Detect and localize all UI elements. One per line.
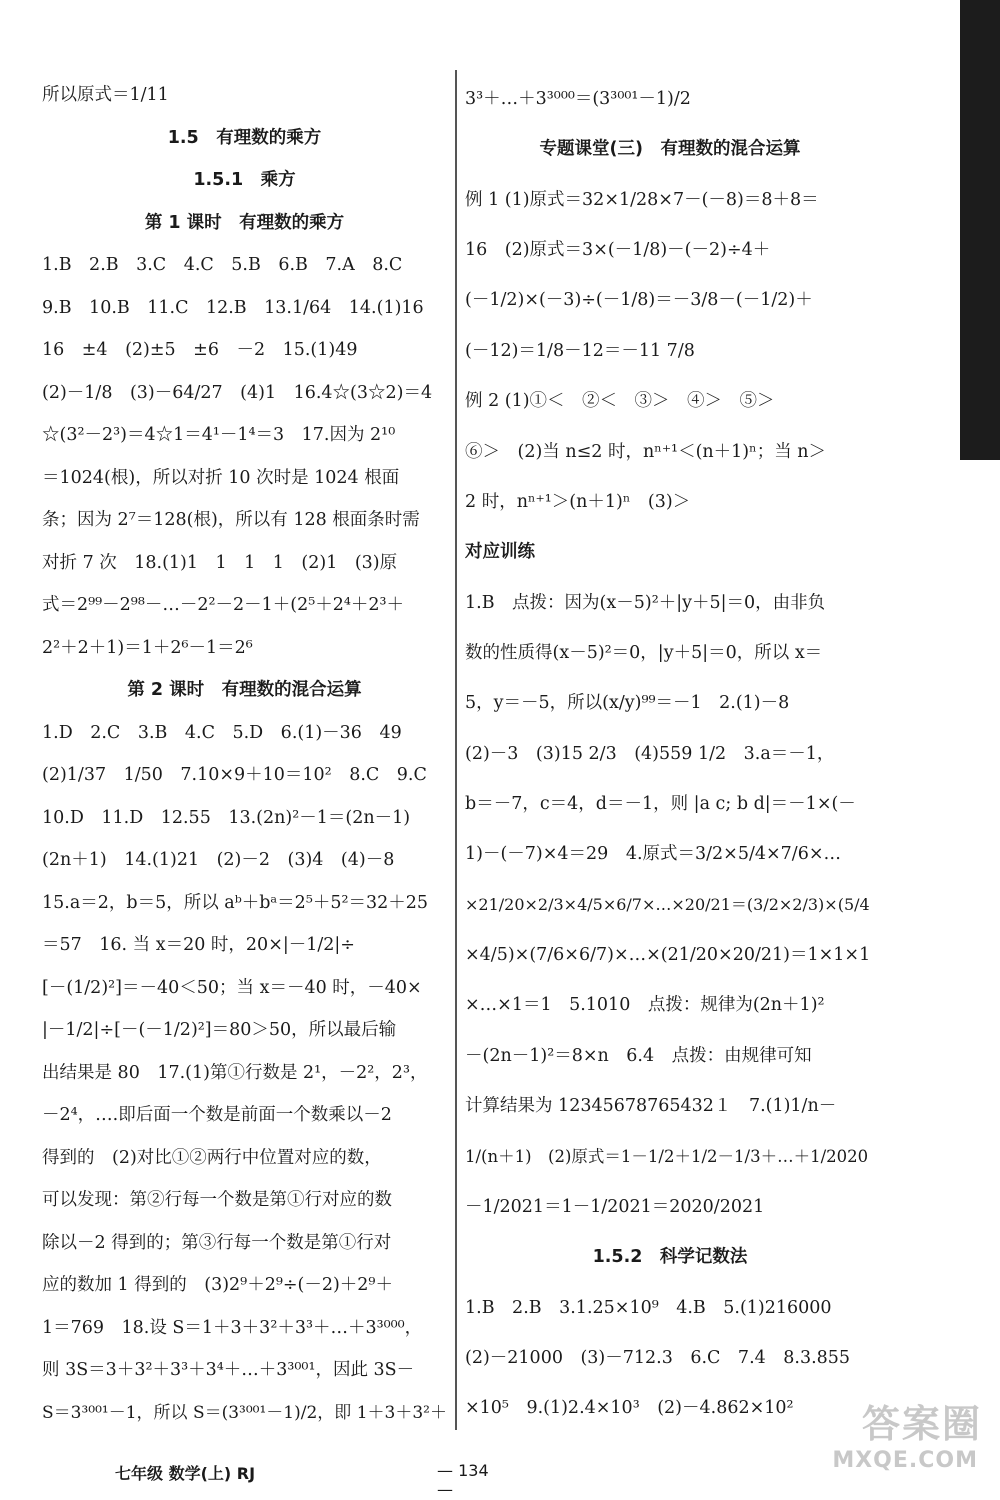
answer-line: (2)－21000 (3)－712.3 6.C 7.4 8.3.855 [465,1347,851,1368]
site-watermark [832,1393,982,1488]
answer-line: 得到的 (2)对比①②两行中位置对应的数， [42,1147,382,1168]
answer-line: －(2n－1)²＝8×n 6.4 点拨：由规律可知 [465,1045,812,1066]
answer-line: 3³＋…＋3³⁰⁰⁰＝(3³⁰⁰¹－1)/2 [465,89,691,109]
answer-line: ×…×1＝1 5.1010 点拨：规律为(2n＋1)² [465,995,825,1016]
answer-line: －2⁴，….即后面一个数是前面一个数乘以－2 [42,1105,392,1125]
answer-line: (2)－3 (3)15 2/3 (4)559 1/2 3.a＝－1， [465,743,835,764]
answer-line: |－1/2|÷[－(－1/2)²]＝80＞50，所以最后输 [42,1020,397,1040]
answer-line: 例 2 (1)①＜ ②＜ ③＞ ④＞ ⑤＞ [465,391,775,412]
section-heading: 第 2 课时 有理数的混合运算 [127,680,362,700]
answer-line: 条；因为 2⁷＝128(根)，所以有 128 根面条时需 [42,510,420,530]
answer-line: S＝3³⁰⁰¹－1，所以 S＝(3³⁰⁰¹－1)/2，即 1＋3＋3²＋ [42,1402,447,1423]
answer-line: ×4/5)×(7/6×6/7)×…×(21/20×20/21)＝1×1×1 [465,945,871,966]
answer-line: 9.B 10.B 11.C 12.B 13.1/64 14.(1)16 [42,297,424,318]
answer-line: ×10⁵ 9.(1)2.4×10³ (2)－4.862×10² [465,1398,794,1419]
answer-line: 例 1 (1)原式＝32×1/28×7－(－8)＝8＋8＝ [465,189,819,210]
subsection-label: 对应训练 [465,542,535,563]
left-column [42,74,447,1434]
footer-page-number: — 134 — [437,1461,489,1499]
answer-line: 1.D 2.C 3.B 4.C 5.D 6.(1)－36 49 [42,722,402,743]
answer-line: 数的性质得(x－5)²＝0，|y＋5|＝0，所以 x＝ [465,642,823,663]
answer-line: (－12)＝1/8－12＝－11 7/8 [465,340,695,361]
answer-line: ＝57 16. 当 x＝20 时，20×|－1/2|÷ [42,935,355,955]
section-heading: 1.5.2 科学记数法 [592,1247,748,1268]
page-footer [115,1455,495,1499]
answer-line: 2²＋2＋1)＝1＋2⁶－1＝2⁶ [42,637,253,658]
section-heading: 第 1 课时 有理数的乘方 [144,212,345,233]
answer-line: 对折 7 次 18.(1)1 1 1 1 (2)1 (3)原 [42,552,398,573]
answer-line: (2)1/37 1/50 7.10×9＋10＝10² 8.C 9.C [42,765,427,785]
answer-line: 可以发现：第②行每一个数是第①行对应的数 [42,1190,392,1210]
answer-line: 1)－(－7)×4＝29 4.原式＝3/2×5/4×7/6×… [465,844,841,865]
answer-line: 5，y＝－5，所以(x/y)⁹⁹＝－1 2.(1)－8 [465,693,790,714]
answer-line: ＝1024(根)，所以对折 10 次时是 1024 根面 [42,467,400,488]
answer-line: 则 3S＝3＋3²＋3³＋3⁴＋…＋3³⁰⁰¹，因此 3S－ [42,1360,415,1380]
answer-line: 出结果是 80 17.(1)第①行数是 2¹，－2²，2³， [42,1062,428,1083]
footer-grade-label: 七年级 数学(上) RJ [115,1464,256,1483]
answer-line: －1/2021＝1－1/2021＝2020/2021 [465,1196,765,1217]
answer-line: 式＝2⁹⁹－2⁹⁸－…－2²－2－1＋(2⁵＋2⁴＋2³＋ [42,595,405,615]
answer-line: ×21/20×2/3×4/5×6/7×…×20/21＝(3/2×2/3)×(5/4 [465,894,870,914]
answer-line: 16 (2)原式＝3×(－1/8)－(－2)÷4＋ [465,240,771,261]
right-column [465,74,875,1434]
answer-line: 10.D 11.D 12.55 13.(2n)²－1＝(2n－1) [42,807,411,828]
answer-line: 所以原式＝1/11 [42,85,169,105]
answer-line: 1.B 2.B 3.1.25×10⁹ 4.B 5.(1)216000 [465,1297,832,1318]
answer-line: 除以－2 得到的；第③行每一个数是第①行对 [42,1232,392,1253]
answer-line: [－(1/2)²]＝－40＜50；当 x＝－40 时，－40× [42,977,422,998]
answer-line: b＝－7，c＝4，d＝－1，则 |a c; b d|＝－1×(－ [465,794,856,815]
answer-line: 16 ±4 (2)±5 ±6 －2 15.(1)49 [42,340,358,360]
answer-line: 1/(n＋1) (2)原式＝1－1/2＋1/2－1/3＋…＋1/2020 [465,1146,869,1166]
section-heading: 专题课堂(三) 有理数的混合运算 [539,139,801,160]
answer-line: 1.B 点拨：因为(x－5)²＋|y＋5|＝0，由非负 [465,592,826,613]
section-heading: 1.5 有理数的乘方 [167,127,322,148]
answer-line: 1.B 2.B 3.C 4.C 5.B 6.B 7.A 8.C [42,255,403,275]
watermark-line1: 答案圈 [861,1402,982,1446]
answer-line: 计算结果为 12345678765432１ 7.(1)1/n－ [465,1096,837,1117]
page-edge-tab [960,0,1000,460]
answer-line: 1＝769 18.设 S＝1＋3＋3²＋3³＋…＋3³⁰⁰⁰， [42,1317,423,1338]
column-divider [455,70,457,1430]
section-heading: 1.5.1 乘方 [193,170,296,190]
answer-line: 应的数加 1 得到的 (3)2⁹＋2⁹÷(－2)＋2⁹＋ [42,1275,393,1295]
answer-line: 15.a＝2，b＝5，所以 aᵇ＋bᵃ＝2⁵＋5²＝32＋25 [42,892,429,913]
answer-line: (2n＋1) 14.(1)21 (2)－2 (3)4 (4)－8 [42,850,395,870]
answer-line: ☆(3²－2³)＝4☆1＝4¹－1⁴＝3 17.因为 2¹⁰ [42,425,396,445]
answer-line: (－1/2)×(－3)÷(－1/8)＝－3/8－(－1/2)＋ [465,290,813,311]
answer-line: 2 时，nⁿ⁺¹＞(n＋1)ⁿ (3)＞ [465,491,691,512]
answer-line: ⑥＞ (2)当 n≤2 时，nⁿ⁺¹＜(n＋1)ⁿ；当 n＞ [465,441,827,462]
watermark-line2: MXQE.COM [832,1448,978,1473]
answer-line: (2)－1/8 (3)－64/27 (4)1 16.4☆(3☆2)＝4 [42,382,433,403]
